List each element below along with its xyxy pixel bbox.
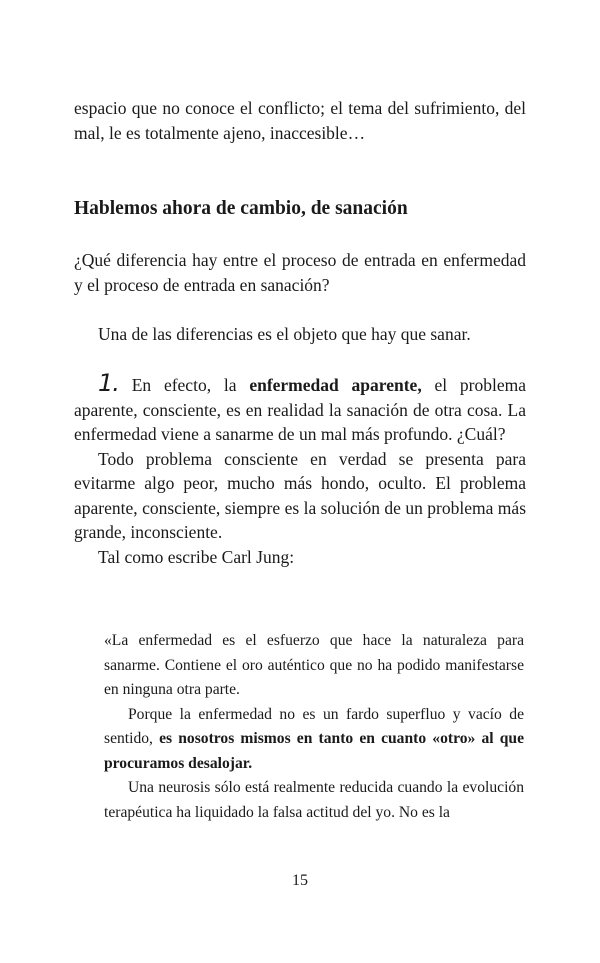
point-one-text-b: el problema aparente, consciente, es en realidad la sanación de otra cosa. La enfermedad viene a sanarme de un mal más profundo. ¿Cuál? <box>74 375 527 444</box>
jung-quote <box>104 629 524 825</box>
section-heading: Hablemos ahora de cambio, de sanación <box>74 198 408 219</box>
problem-paragraph: Todo problema consciente en verdad se presenta para evitarme algo peor, mucho más hondo, oculto. El problema aparente, consciente, siempre es la solución de un problema más grande, inconsciente. <box>74 448 526 542</box>
quote-paragraph-2 <box>104 703 524 777</box>
quote-paragraph-3: Una neurosis sólo está realmente reducida cuando la evolución terapéutica ha liquidado la falsa actitud del yo. No es la <box>104 779 524 821</box>
point-one-text-a: En efecto, la <box>118 375 250 395</box>
jung-intro-paragraph: Tal como escribe Carl Jung: <box>98 546 295 567</box>
quote-paragraph-2-bold: es nosotros mismos en tanto en cuanto «otro» al que procuramos desalojar. <box>104 730 524 772</box>
differences-paragraph: Una de las diferencias es el objeto que hay que sanar. <box>98 324 471 344</box>
intro-paragraph: espacio que no conoce el conflicto; el tema del sufrimiento, del mal, le es totalmente ajeno, inaccesible… <box>74 98 526 143</box>
quote-paragraph-1: «La enfermedad es el esfuerzo que hace la naturaleza para sanarme. Contiene el oro auténtico que no ha podido manifestarse en ninguna otra parte. <box>104 632 524 698</box>
numeral-one: 1. <box>98 369 119 397</box>
point-one-paragraph <box>74 371 526 447</box>
quote-paragraph-2-text: Porque la enfermedad no es un fardo superfluo y vacío de sentido, <box>104 705 524 747</box>
main-text-block <box>74 371 526 569</box>
question-paragraph: ¿Qué diferencia hay entre el proceso de entrada en enfermedad y el proceso de entrada en sanación? <box>74 250 526 295</box>
point-one-bold: enfermedad aparente, <box>249 375 422 395</box>
page-number: 15 <box>292 872 308 889</box>
